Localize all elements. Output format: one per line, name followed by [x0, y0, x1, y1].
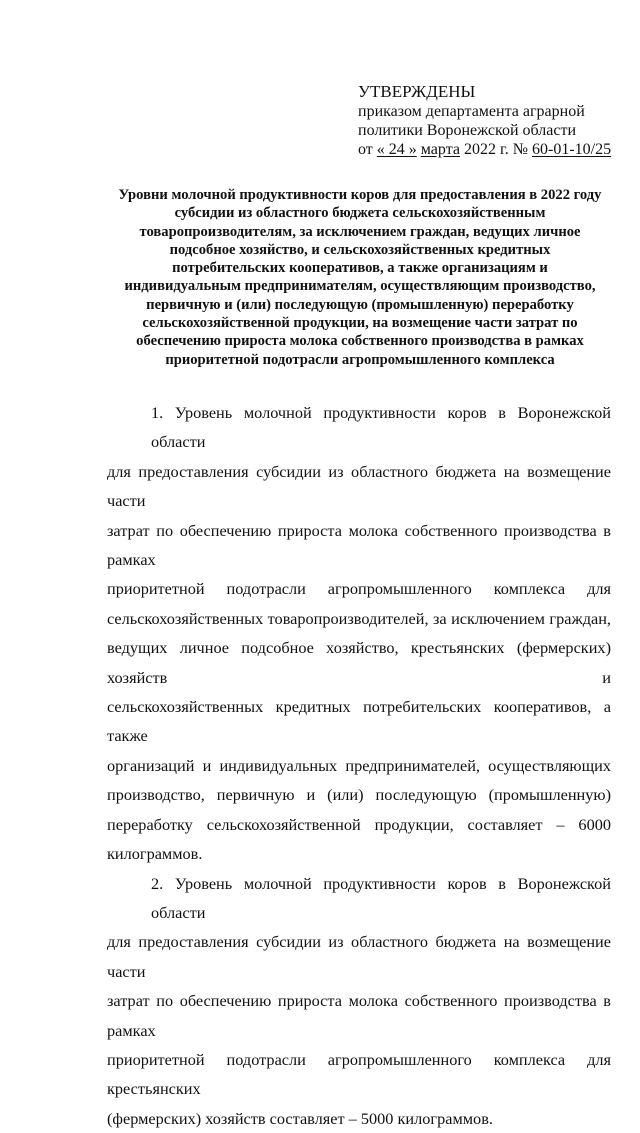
- paragraph-line: затрат по обеспечению прироста молока собственного производства в рамках: [107, 986, 611, 1045]
- order-number: 60-01-10/25: [532, 141, 611, 158]
- paragraph-line: затрат по обеспечению прироста молока собственного производства в рамках: [107, 516, 611, 575]
- paragraph-2: [107, 869, 611, 1133]
- title-line: подсобное хозяйство, и сельскохозяйственных кредитных: [100, 241, 620, 259]
- document-body: [107, 398, 611, 1133]
- title-line: первичную и (или) последующую (промышленную) переработку: [100, 296, 620, 314]
- paragraph-line: сельскохозяйственных товаропроизводителей, за исключением граждан,: [107, 604, 611, 633]
- paragraph-line: килограммов.: [107, 839, 611, 868]
- paragraph-line: для предоставления субсидии из областного бюджета на возмещение части: [107, 927, 611, 986]
- paragraph-line: 2. Уровень молочной продуктивности коров в Воронежской области: [107, 869, 611, 928]
- paragraph-line: производство, первичную и (или) последующую (промышленную): [107, 780, 611, 809]
- paragraph-1: [107, 398, 611, 869]
- paragraph-line: приоритетной подотрасли агропромышленного комплекса для: [107, 574, 611, 603]
- paragraph-line: ведущих личное подсобное хозяйство, крестьянских (фермерских) хозяйств и: [107, 633, 611, 692]
- title-line: субсидии из областного бюджета сельскохозяйственным: [100, 204, 620, 222]
- title-line: товаропроизводителям, за исключением граждан, ведущих личное: [100, 223, 620, 241]
- paragraph-line: сельскохозяйственных кредитных потребительских кооперативов, а также: [107, 692, 611, 751]
- date-day: « 24 »: [377, 141, 417, 158]
- approval-stamp-block: [358, 82, 628, 159]
- paragraph-line: организаций и индивидуальных предпринимателей, осуществляющих: [107, 751, 611, 780]
- approval-heading: УТВЕРЖДЕНЫ: [358, 82, 628, 101]
- date-year: 2022 г.: [464, 141, 509, 158]
- document-title: [100, 186, 620, 369]
- title-line: обеспечению прироста молока собственного производства в рамках: [100, 332, 620, 350]
- approval-line-1: приказом департамента аграрной: [358, 102, 628, 121]
- paragraph-line: приоритетной подотрасли агропромышленного комплекса для крестьянских: [107, 1045, 611, 1104]
- date-prefix: от: [358, 141, 373, 158]
- paragraph-line: переработку сельскохозяйственной продукции, составляет – 6000: [107, 810, 611, 839]
- paragraph-line: (фермерских) хозяйств составляет – 5000 килограммов.: [107, 1104, 611, 1133]
- title-line: Уровни молочной продуктивности коров для предоставления в 2022 году: [100, 186, 620, 204]
- paragraph-line: 1. Уровень молочной продуктивности коров в Воронежской области: [107, 398, 611, 457]
- approval-date-line: [358, 140, 628, 159]
- title-line: индивидуальным предпринимателям, осуществляющим производство,: [100, 277, 620, 295]
- paragraph-line: для предоставления субсидии из областного бюджета на возмещение части: [107, 457, 611, 516]
- number-prefix: №: [513, 141, 528, 158]
- title-line: сельскохозяйственной продукции, на возмещение части затрат по: [100, 314, 620, 332]
- title-line: приоритетной подотрасли агропромышленного комплекса: [100, 351, 620, 369]
- approval-line-2: политики Воронежской области: [358, 121, 628, 140]
- date-month: марта: [421, 141, 460, 158]
- title-line: потребительских кооперативов, а также организациям и: [100, 259, 620, 277]
